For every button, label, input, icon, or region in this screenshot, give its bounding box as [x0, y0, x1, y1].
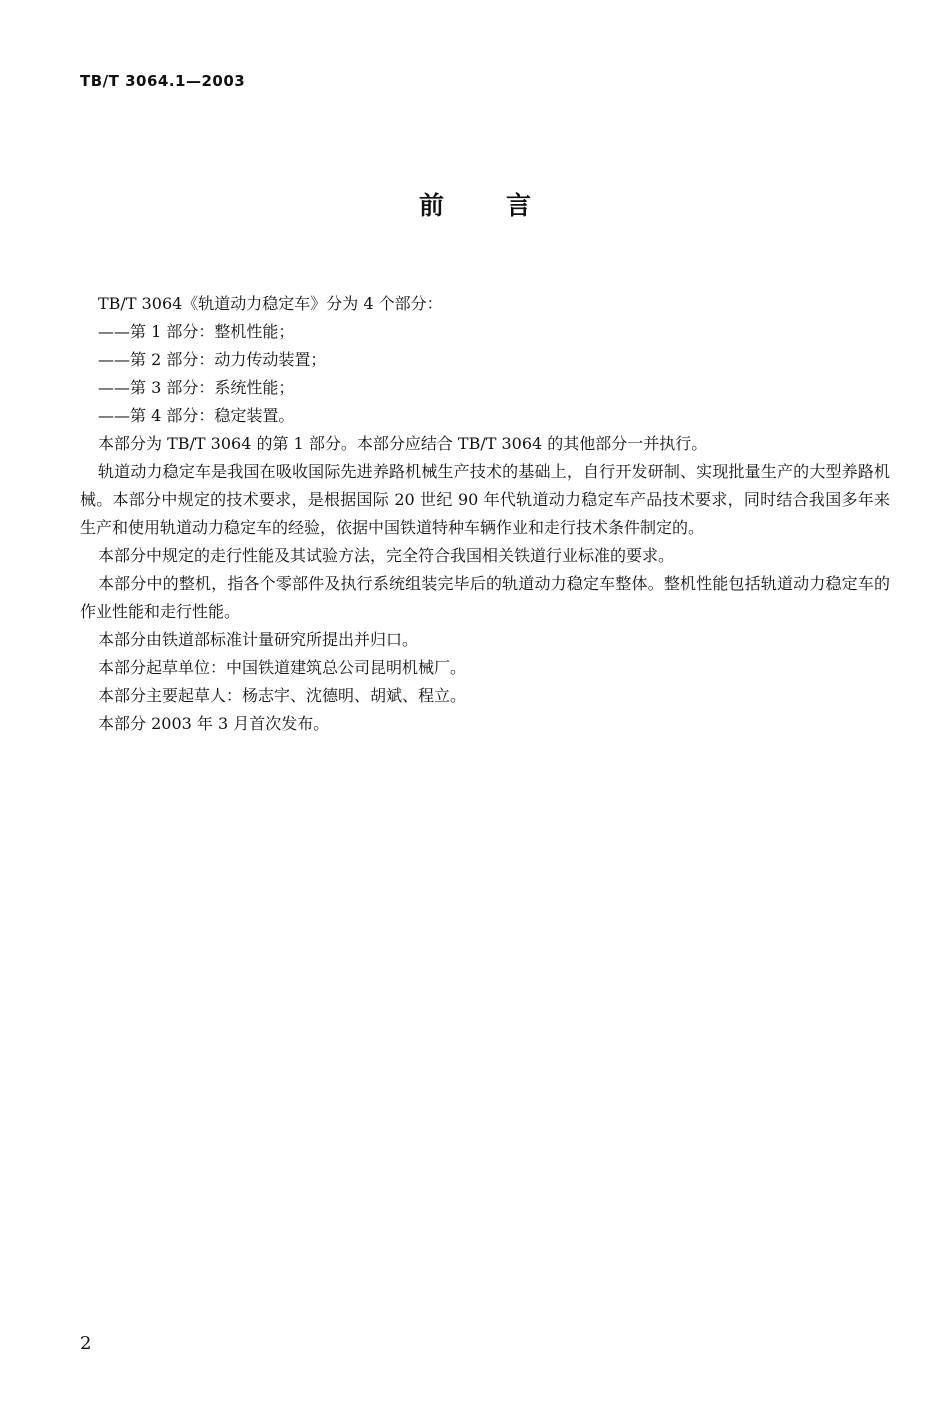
- paragraph: 本部分中的整机，指各个零部件及执行系统组装完毕后的轨道动力稳定车整体。整机性能包括轨道动力稳定车的作业性能和走行性能。: [80, 574, 890, 621]
- paragraph: 轨道动力稳定车是我国在吸收国际先进养路机械生产技术的基础上，自行开发研制、实现批量生产的大型养路机械。本部分中规定的技术要求，是根据国际 20 世纪 90 年代轨道动力稳定车产品技术要求，同时结合我国多年来生产和使用轨道动力稳定车的经验，依据中国铁道特种车辆作业和走行技术条件制定的。: [80, 462, 890, 537]
- intro-line: TB/T 3064《轨道动力稳定车》分为 4 个部分：: [98, 294, 443, 313]
- part-list-item: ——第 4 部分：稳定装置。: [98, 406, 295, 425]
- paragraph: 本部分主要起草人：杨志宇、沈德明、胡斌、程立。: [98, 686, 467, 705]
- foreword-body: [80, 290, 890, 738]
- paragraph: 本部分为 TB/T 3064 的第 1 部分。本部分应结合 TB/T 3064 的其他部分一并执行。: [98, 434, 708, 453]
- paragraph: 本部分中规定的走行性能及其试验方法，完全符合我国相关铁道行业标准的要求。: [98, 546, 675, 565]
- paragraph: 本部分起草单位：中国铁道建筑总公司昆明机械厂。: [98, 658, 467, 677]
- paragraph: 本部分由铁道部标准计量研究所提出并归口。: [98, 630, 419, 649]
- part-list-item: ——第 1 部分：整机性能；: [98, 322, 295, 341]
- paragraph: 本部分 2003 年 3 月首次发布。: [98, 714, 330, 733]
- part-list-item: ——第 3 部分：系统性能；: [98, 378, 295, 397]
- document-code: TB/T 3064.1—2003: [80, 72, 246, 90]
- page-title: 前言: [418, 191, 593, 220]
- page-number: 2: [80, 1333, 92, 1354]
- part-list-item: ——第 2 部分：动力传动装置；: [98, 350, 327, 369]
